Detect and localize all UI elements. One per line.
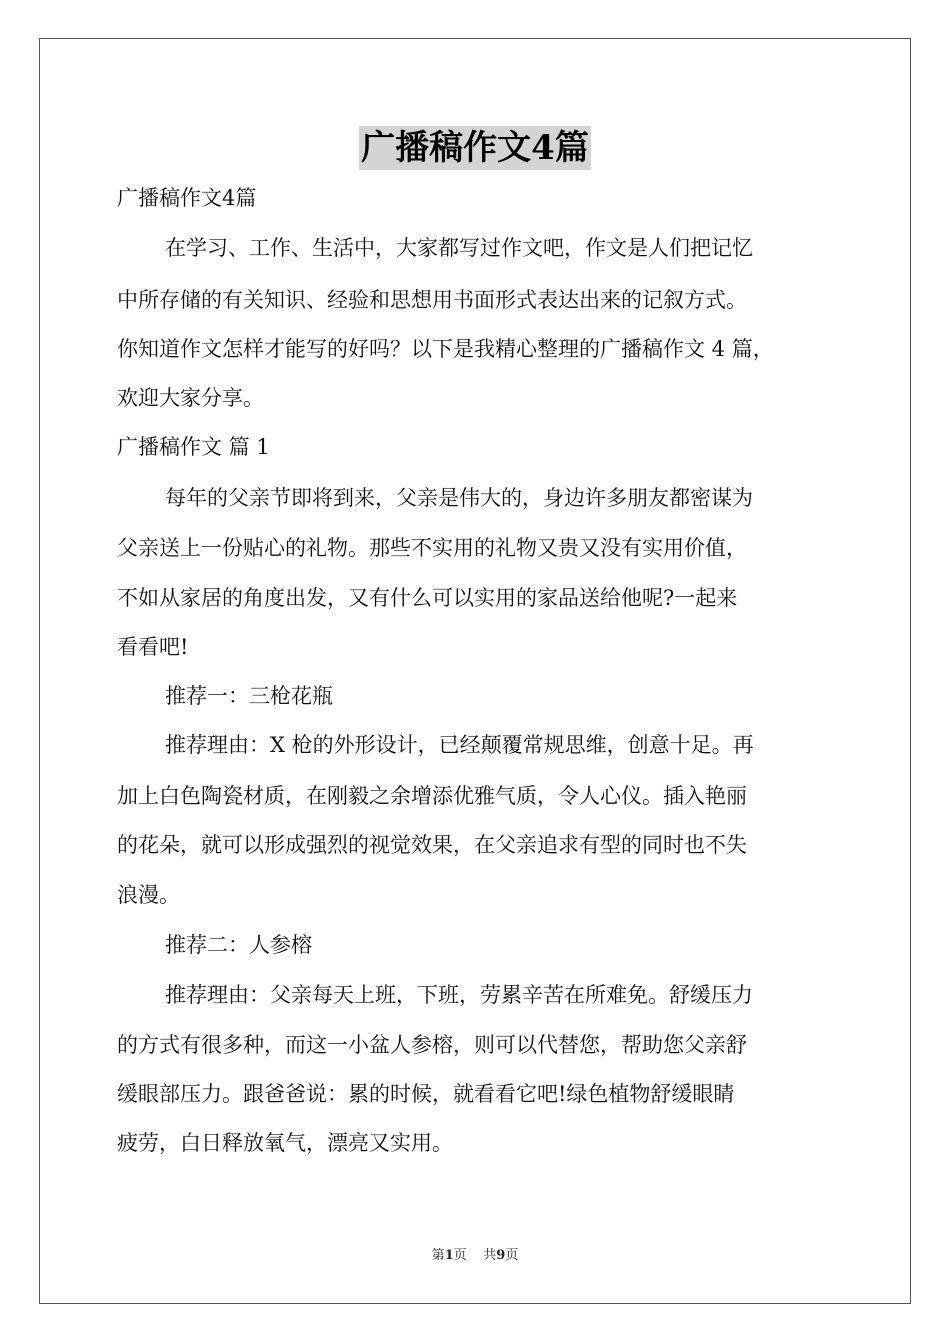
footer-suffix: 页 bbox=[505, 1248, 519, 1263]
paragraph-line: 父亲送上一份贴心的礼物。那些不实用的礼物又贵又没有实用价值， bbox=[117, 536, 747, 560]
paragraph-line: 不如从家居的角度出发，又有什么可以实用的家品送给他呢?一起来 bbox=[117, 586, 738, 610]
paragraph-line: 你知道作文怎样才能写的好吗？以下是我精心整理的广播稿作文 4 篇， bbox=[117, 337, 774, 361]
current-page-number: 1 bbox=[444, 1248, 454, 1263]
footer-middle: 页 共 bbox=[453, 1248, 497, 1263]
subtitle-line: 广播稿作文4篇 bbox=[117, 186, 257, 210]
paragraph-line: 欢迎大家分享。 bbox=[117, 386, 264, 410]
paragraph-line: 的方式有很多种，而这一小盆人参榕，则可以代替您，帮助您父亲舒 bbox=[117, 1033, 747, 1057]
paragraph-line: 每年的父亲节即将到来，父亲是伟大的，身边许多朋友都密谋为 bbox=[165, 486, 753, 510]
paragraph-line: 的花朵，就可以形成强烈的视觉效果，在父亲追求有型的同时也不失 bbox=[117, 833, 747, 857]
paragraph-line: 浪漫。 bbox=[117, 883, 180, 907]
paragraph-line: 加上白色陶瓷材质，在刚毅之余增添优雅气质，令人心仪。插入艳丽 bbox=[117, 784, 747, 808]
section-heading: 广播稿作文 篇 1 bbox=[117, 435, 270, 459]
paragraph-line: 推荐理由：X 枪的外形设计，已经颠覆常规思维，创意十足。再 bbox=[165, 733, 754, 757]
paragraph-line: 在学习、工作、生活中，大家都写过作文吧，作文是人们把记忆 bbox=[165, 236, 753, 260]
document-title: 广播稿作文4篇 bbox=[361, 128, 589, 168]
total-page-number: 9 bbox=[496, 1248, 506, 1263]
paragraph-line: 缓眼部压力。跟爸爸说：累的时候，就看看它吧!绿色植物舒缓眼睛 bbox=[117, 1082, 735, 1106]
recommendation-heading: 推荐二：人参榕 bbox=[165, 933, 312, 957]
page-border bbox=[39, 38, 911, 1304]
paragraph-line: 看看吧! bbox=[117, 635, 189, 659]
paragraph-line: 疲劳，白日释放氧气，漂亮又实用。 bbox=[117, 1131, 453, 1155]
title-container bbox=[0, 126, 950, 170]
recommendation-heading: 推荐一：三枪花瓶 bbox=[165, 684, 333, 708]
paragraph-line: 推荐理由：父亲每天上班，下班，劳累辛苦在所难免。舒缓压力 bbox=[165, 983, 753, 1007]
footer-prefix: 第 bbox=[431, 1248, 445, 1263]
paragraph-line: 中所存储的有关知识、经验和思想用书面形式表达出来的记叙方式。 bbox=[117, 288, 747, 312]
page-footer bbox=[0, 1247, 950, 1265]
